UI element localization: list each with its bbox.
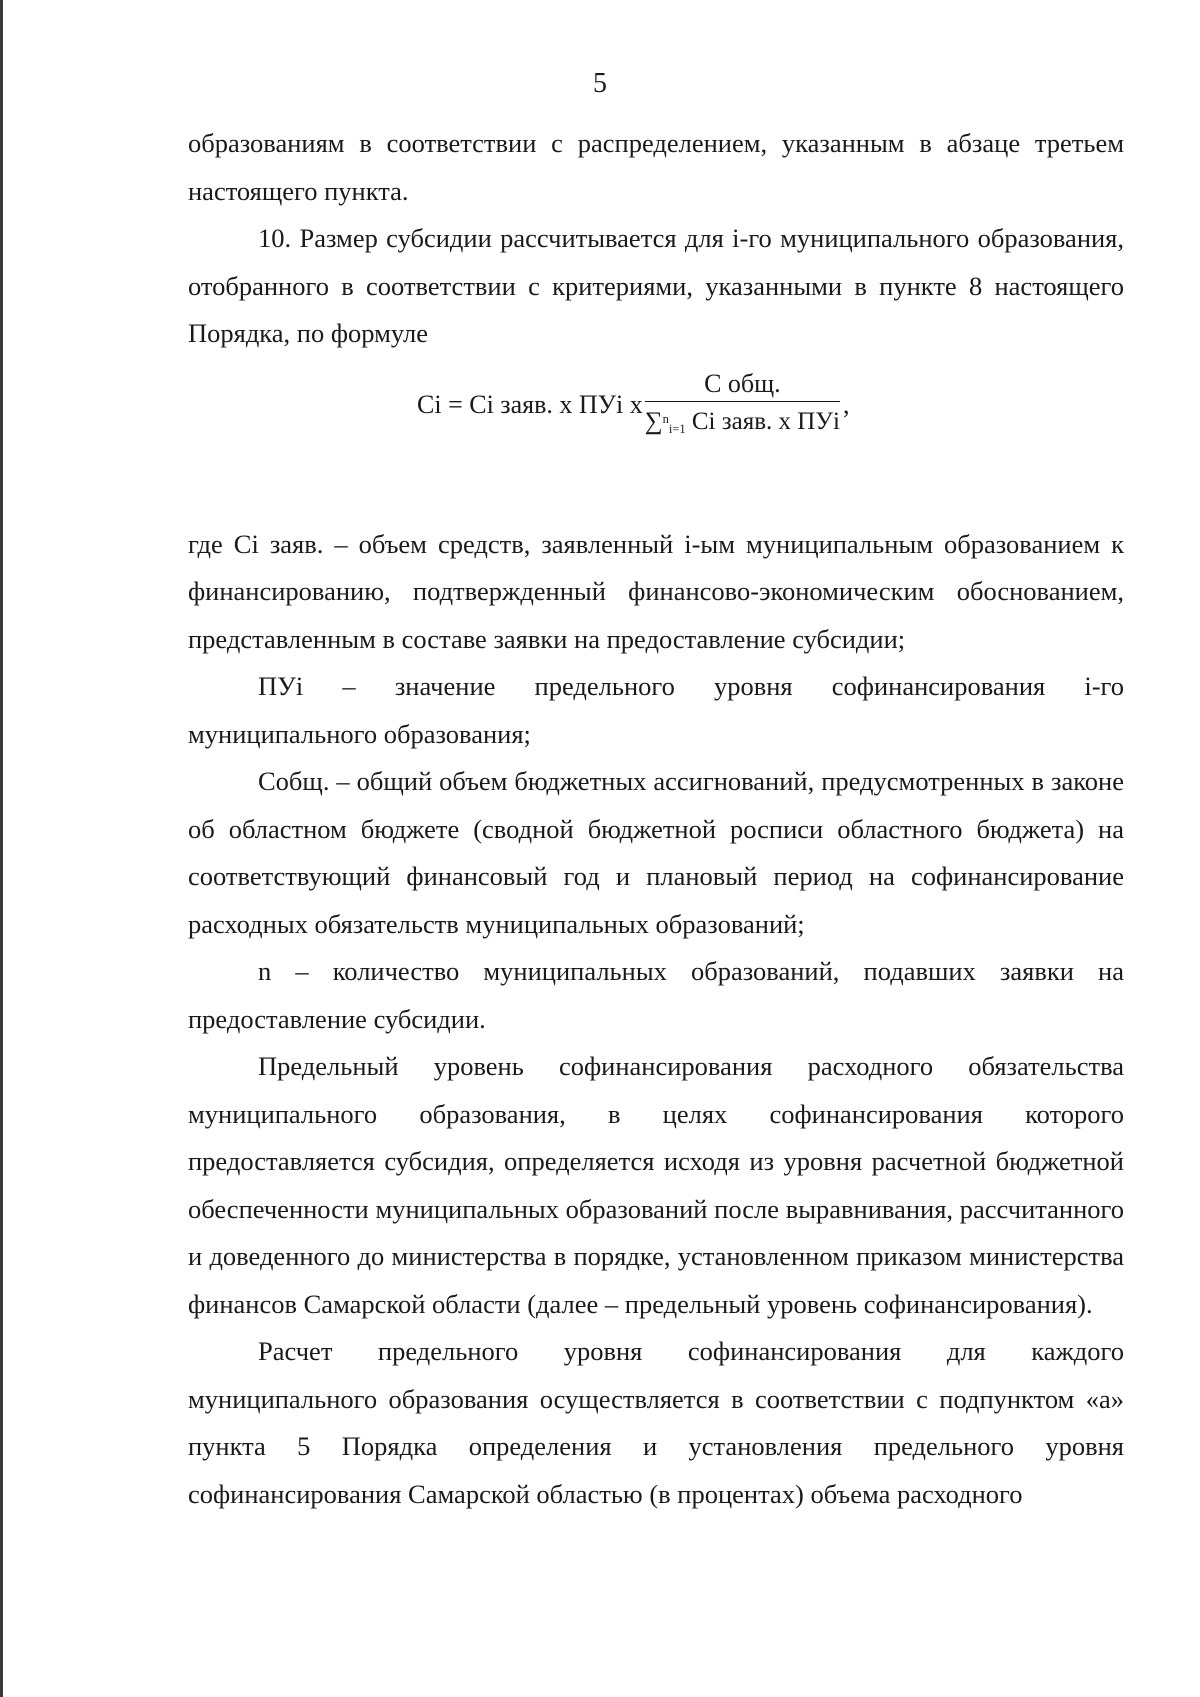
paragraph-ci-definition: где Ci заяв. – объем средств, заявленный i-ым муниципальным образованием к финансированию, подтвержденный финансово-экономическим обоснованием, представленным в составе заявки на предоставление субсидии; bbox=[188, 528, 1124, 654]
scan-left-edge bbox=[0, 0, 3, 1697]
page-number: 5 bbox=[593, 68, 607, 99]
paragraph-n-definition: n – количество муниципальных образований, подавших заявки на предоставление субсидии. bbox=[188, 956, 1124, 1034]
paragraph-sobsch-definition: Собщ. – общий объем бюджетных ассигнований, предусмотренных в законе об областном бюджете (сводной бюджетной росписи областного бюджета) на соответствующий финансовый год и плановый период на софинансирование расходных обязательств муниципальных образований; bbox=[188, 766, 1124, 939]
paragraph-cofinancing-level: Предельный уровень софинансирования расходного обязательства муниципального образования, в целях софинансирования которого предоставляется субсидия, определяется исходя из уровня расчетной бюджетной обеспеченности муниципальных образований после выравнивания, рассчитанного и доведенного до министерства в порядке, установленном приказом министерства финансов Самарской области (далее – предельный уровень софинансирования). bbox=[188, 1051, 1124, 1319]
formula-fraction bbox=[645, 367, 840, 446]
sum-lower-limit: i=1 bbox=[668, 422, 686, 436]
formula-lhs: Ci = Ci заяв. x ПУi x bbox=[417, 389, 643, 419]
paragraph-item-10: 10. Размер субсидии рассчитывается для i-го муниципального образования, отобранного в соответствии с критериями, указанными в пункте 8 настоящего Порядка, по формуле bbox=[188, 223, 1124, 348]
paragraph-calculation: Расчет предельного уровня софинансирования для каждого муниципального образования осуществляется в соответствии с подпунктом «а» пункта 5 Порядка определения и установления предельного уровня софинансирования Самарской областью (в процентах) объема расходного bbox=[188, 1336, 1124, 1509]
formula-trailing-comma: , bbox=[842, 389, 850, 419]
denominator-term: Ci заяв. x ПУi bbox=[685, 408, 840, 435]
sum-upper-limit: n bbox=[662, 412, 669, 426]
document-body bbox=[188, 120, 1124, 1518]
formula-denominator bbox=[645, 402, 840, 446]
formula-numerator: С общ. bbox=[704, 369, 781, 398]
paragraph-pui-definition: ПУi – значение предельного уровня софинансирования i-го муниципального образования; bbox=[188, 671, 1124, 749]
paragraph-continuation: образованиям в соответствии с распределением, указанным в абзаце третьем настоящего пункта. bbox=[188, 128, 1124, 206]
subsidy-formula bbox=[188, 359, 1124, 451]
sum-symbol: ∑ bbox=[644, 408, 663, 435]
